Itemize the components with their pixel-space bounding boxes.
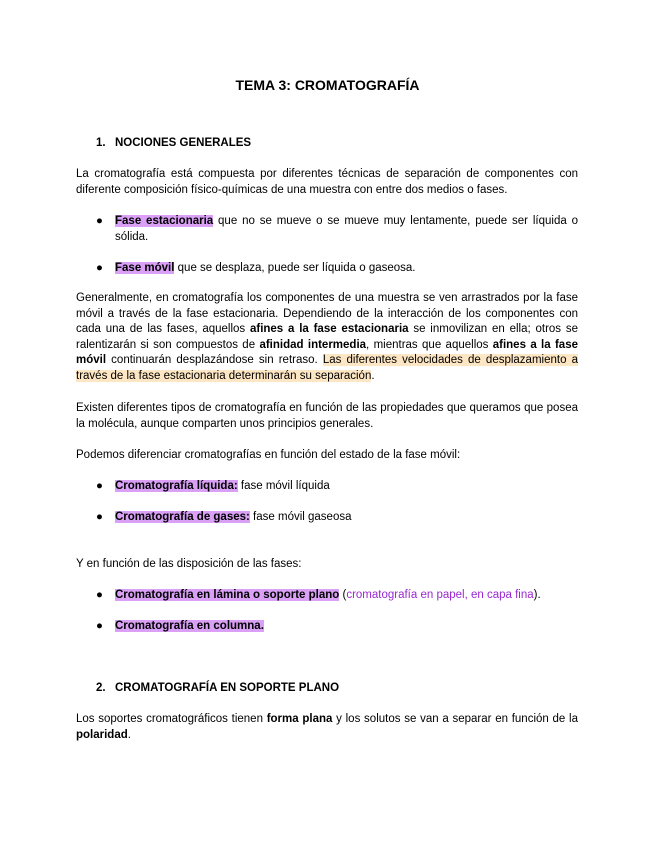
list-item-text: fase móvil líquida	[237, 480, 330, 492]
text-run: y los solutos se van a separar en función de la	[332, 713, 578, 725]
list-item	[96, 510, 578, 526]
highlighted-sentence: Las diferentes velocidades de desplazamiento a través de la fase estacionaria determinarán su separación	[76, 354, 578, 382]
body-paragraph	[76, 291, 578, 384]
text-run: Los soportes cromatográficos tienen	[76, 713, 267, 725]
body-paragraph: Podemos diferenciar cromatografías en función del estado de la fase móvil:	[76, 449, 461, 461]
list-item	[96, 214, 578, 245]
text-run: , mientras que aquellos	[366, 338, 493, 351]
highlighted-term: Fase estacionaria	[115, 215, 214, 227]
bold-text: afines a la fase estacionaria	[249, 323, 409, 335]
highlighted-term: Cromatografía en columna.	[115, 620, 264, 632]
highlighted-term: Cromatografía en lámina o soporte plano	[115, 589, 340, 601]
list-item	[96, 261, 578, 277]
text-run: .	[371, 369, 375, 382]
list-item-text: que no se mueve o se mueve muy lentamente, puede ser líquida o sólida.	[115, 215, 578, 243]
bold-text: afinidad intermedia	[259, 338, 367, 351]
bold-text: forma plana	[266, 713, 333, 725]
bullet-icon: ●	[96, 589, 103, 601]
section-title: CROMATOGRAFÍA EN SOPORTE PLANO	[115, 682, 340, 694]
bold-text: afines a la fase móvil	[76, 338, 578, 366]
list-item	[96, 619, 578, 635]
highlighted-term: Cromatografía de gases:	[115, 511, 250, 523]
text-run: (	[339, 589, 347, 601]
body-paragraph	[76, 712, 578, 743]
bullet-icon: ●	[96, 511, 103, 523]
list-item	[96, 479, 578, 495]
text-run: Generalmente, en cromatografía los componentes de una muestra se ven arrastrados por la fase móvil a través de la fase estacionaria. Dependiendo de la interacción de los componentes con cada una de las fases, aquellos	[76, 292, 578, 335]
highlighted-term: Cromatografía líquida:	[115, 480, 238, 492]
bullet-icon: ●	[96, 262, 103, 274]
document-title: TEMA 3: CROMATOGRAFÍA	[235, 77, 420, 93]
body-paragraph: Y en función de las disposición de las fases:	[76, 558, 302, 570]
section-number: 1.	[96, 137, 106, 149]
text-run: ).	[533, 589, 541, 601]
section-number: 2.	[96, 682, 106, 694]
list-item	[96, 588, 578, 604]
text-run: continuarán desplazándose sin retraso.	[106, 354, 323, 366]
highlighted-term: Fase móvil	[115, 262, 175, 274]
list-item-text: fase móvil gaseosa	[249, 511, 352, 523]
list-item-text: que se desplaza, puede ser líquida o gaseosa.	[174, 262, 416, 274]
section-title: NOCIONES GENERALES	[115, 137, 252, 149]
text-run: .	[127, 728, 131, 741]
bullet-icon: ●	[96, 480, 103, 492]
bold-text: polaridad	[76, 728, 128, 741]
intro-paragraph: La cromatografía está compuesta por diferentes técnicas de separación de componentes con diferente composición físico-químicas de una muestra con entre dos medios o fases.	[76, 168, 578, 196]
purple-note: cromatografía en papel, en capa fina	[346, 589, 534, 601]
bullet-icon: ●	[96, 215, 103, 227]
body-paragraph: Existen diferentes tipos de cromatografía en función de las propiedades que queramos que posea la molécula, aunque comparten unos principios generales.	[76, 402, 578, 430]
text-run: se inmovilizan en ella; otros se ralentizarán si son compuestos de	[76, 323, 578, 351]
bullet-icon: ●	[96, 620, 103, 632]
